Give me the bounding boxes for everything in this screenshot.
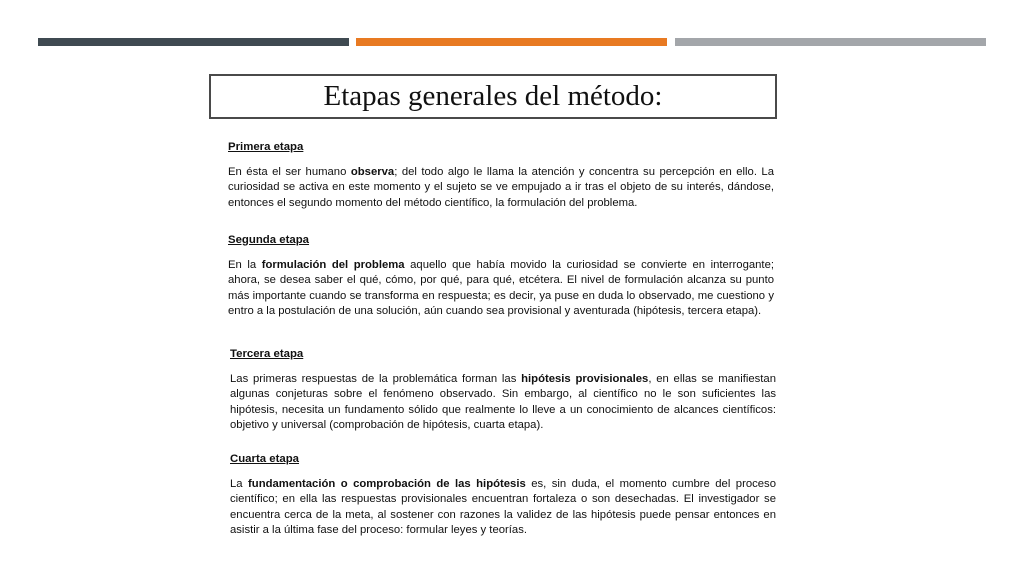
section-heading: Primera etapa	[228, 141, 304, 153]
section-primera-etapa	[228, 140, 774, 211]
section-heading: Tercera etapa	[230, 348, 304, 360]
paragraph-text: En la	[228, 259, 262, 271]
decorative-bar-gray	[675, 38, 986, 46]
section-cuarta-etapa	[230, 452, 776, 538]
paragraph-bold-text: fundamentación o comprobación de las hipótesis	[248, 478, 526, 490]
slide-title-box	[209, 74, 777, 119]
section-paragraph	[228, 258, 774, 319]
section-heading: Segunda etapa	[228, 234, 310, 246]
paragraph-bold-text: formulación del problema	[261, 259, 405, 271]
paragraph-text: Las primeras respuestas de la problemática forman las	[230, 373, 522, 385]
section-tercera-etapa	[230, 347, 776, 433]
slide-title: Etapas generales del método:	[323, 80, 663, 112]
paragraph-text: En ésta el ser humano	[228, 166, 351, 178]
section-paragraph	[230, 477, 776, 538]
paragraph-text: La	[230, 478, 249, 490]
paragraph-text: es, sin duda, el momento cumbre del proceso científico; en ella las respuestas provisionales encuentran fortaleza o son desechadas. El investigador se encuentra cerca de la meta, al sostener con razones la validez de las hipótesis puede pensar entonces en asistir a la última fase del proceso: formular leyes y teorías.	[230, 478, 776, 536]
section-segunda-etapa	[228, 233, 774, 319]
section-paragraph	[230, 372, 776, 433]
paragraph-text: aquello que había movido la curiosidad se convierte en interrogante; ahora, se desea saber el qué, cómo, por qué, para qué, etcétera. El nivel de formulación alcanza su punto más importante cuando se transforma en respuesta; es decir, ya puse en duda lo observado, me cuestiono y entro a la postulación de una solución, aún cuando sea provisional y aventurada (hipótesis, tercera etapa).	[228, 259, 774, 317]
section-paragraph	[228, 165, 774, 211]
decorative-bar-orange	[356, 38, 667, 46]
paragraph-text: ; del todo algo le llama la atención y concentra su percepción en ello. La curiosidad se activa en este momento y el sujeto se ve empujado a ir tras el objeto de su interés, dándose, entonces el segundo momento del método científico, la formulación del problema.	[228, 166, 774, 209]
paragraph-text: , en ellas se manifiestan algunas conjeturas sobre el fenómeno observado. Sin embargo, al científico no le son suficientes las hipótesis, necesita un fundamento sólido que realmente lo lleve a un conocimiento de alcances científicos: objetivo y universal (comprobación de hipótesis, cuarta etapa).	[230, 373, 776, 431]
decorative-bar-dark	[38, 38, 349, 46]
paragraph-bold-text: observa	[350, 166, 395, 178]
section-heading: Cuarta etapa	[230, 453, 300, 465]
paragraph-bold-text: hipótesis provisionales	[521, 373, 649, 385]
